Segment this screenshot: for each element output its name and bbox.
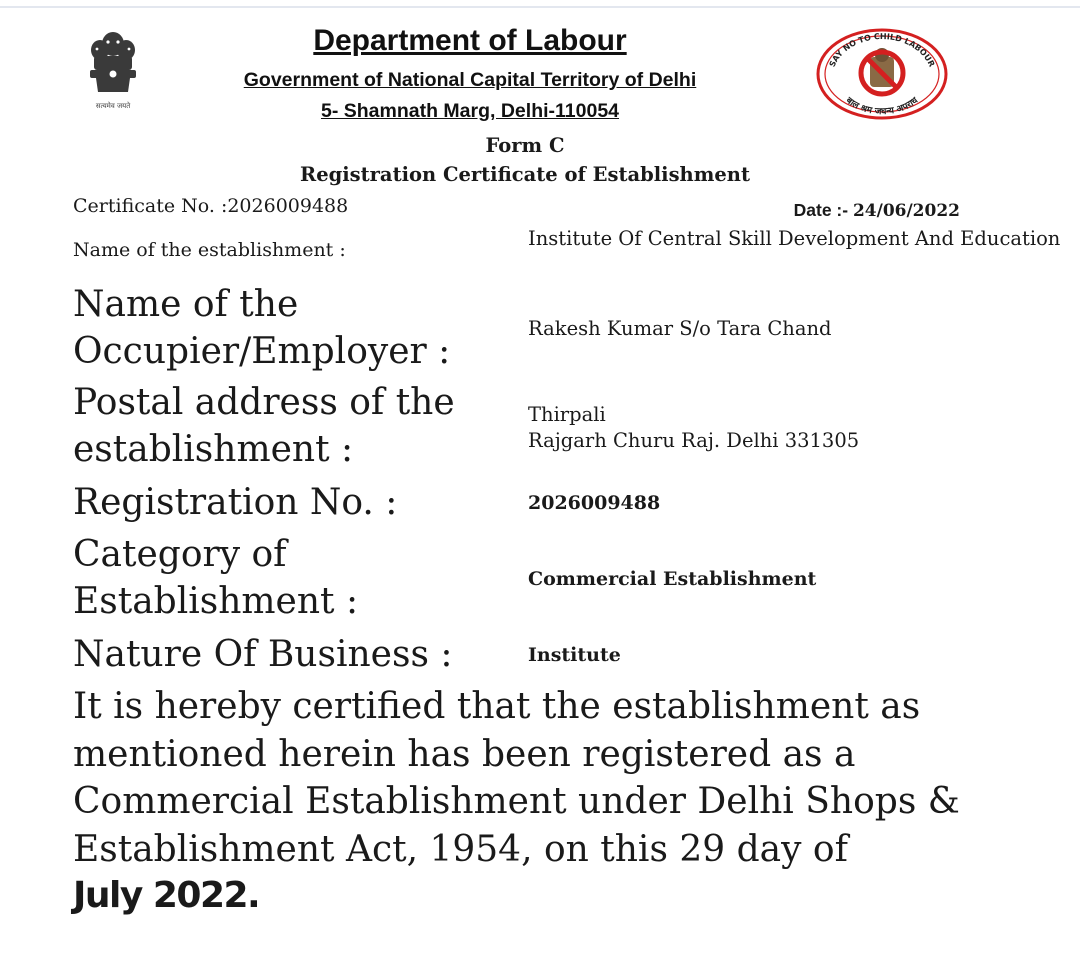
registration-value: 2026009488 <box>528 492 661 514</box>
form-name: Form C <box>485 134 565 157</box>
postal-address-line2: Rajgarh Churu Raj. Delhi 331305 <box>528 429 860 452</box>
department-address: 5- Shamnath Marg, Delhi-110054 <box>320 100 620 122</box>
seal-bottom-text: बाल श्रम जघन्य अपराध <box>843 95 921 118</box>
category-label: Category of Establishment : <box>73 534 359 622</box>
date-value: 24/06/2022 <box>852 201 960 221</box>
establishment-name-label: Name of the establishment : <box>73 239 346 261</box>
nature-value: Institute <box>528 644 621 666</box>
postal-address-line1: Thirpali <box>528 403 606 426</box>
certification-month-year: July 2022. <box>73 875 260 916</box>
establishment-name-value: Institute Of Central Skill Development And Education <box>528 227 1061 250</box>
emblem-motto: सत्यमेव जयते <box>95 102 131 110</box>
occupier-value: Rakesh Kumar S/o Tara Chand <box>528 317 832 340</box>
top-border-line <box>0 6 1080 8</box>
occupier-label: Name of the Occupier/Employer : <box>73 284 451 372</box>
certificate-number: Certificate No. :2026009488 <box>73 195 349 217</box>
nature-label: Nature Of Business : <box>73 634 453 675</box>
form-title: Registration Certificate of Establishment <box>300 163 750 186</box>
category-value: Commercial Establishment <box>528 568 817 590</box>
date-label: Date :- <box>793 200 849 220</box>
department-title: Department of Labour <box>313 24 627 57</box>
certificate-date <box>794 200 960 221</box>
registration-label: Registration No. : <box>73 482 398 523</box>
seal-top-text: SAY NO TO CHILD LABOUR <box>827 31 937 69</box>
postal-address-label: Postal address of the establishment : <box>73 382 455 470</box>
government-line: Government of National Capital Territory of Delhi <box>243 69 697 91</box>
certification-statement: It is hereby certified that the establishment as mentioned herein has been registered as a Commercial Establishment under Delhi Shops & Establishment Act, 1954, on this 29 day of <box>73 686 960 870</box>
